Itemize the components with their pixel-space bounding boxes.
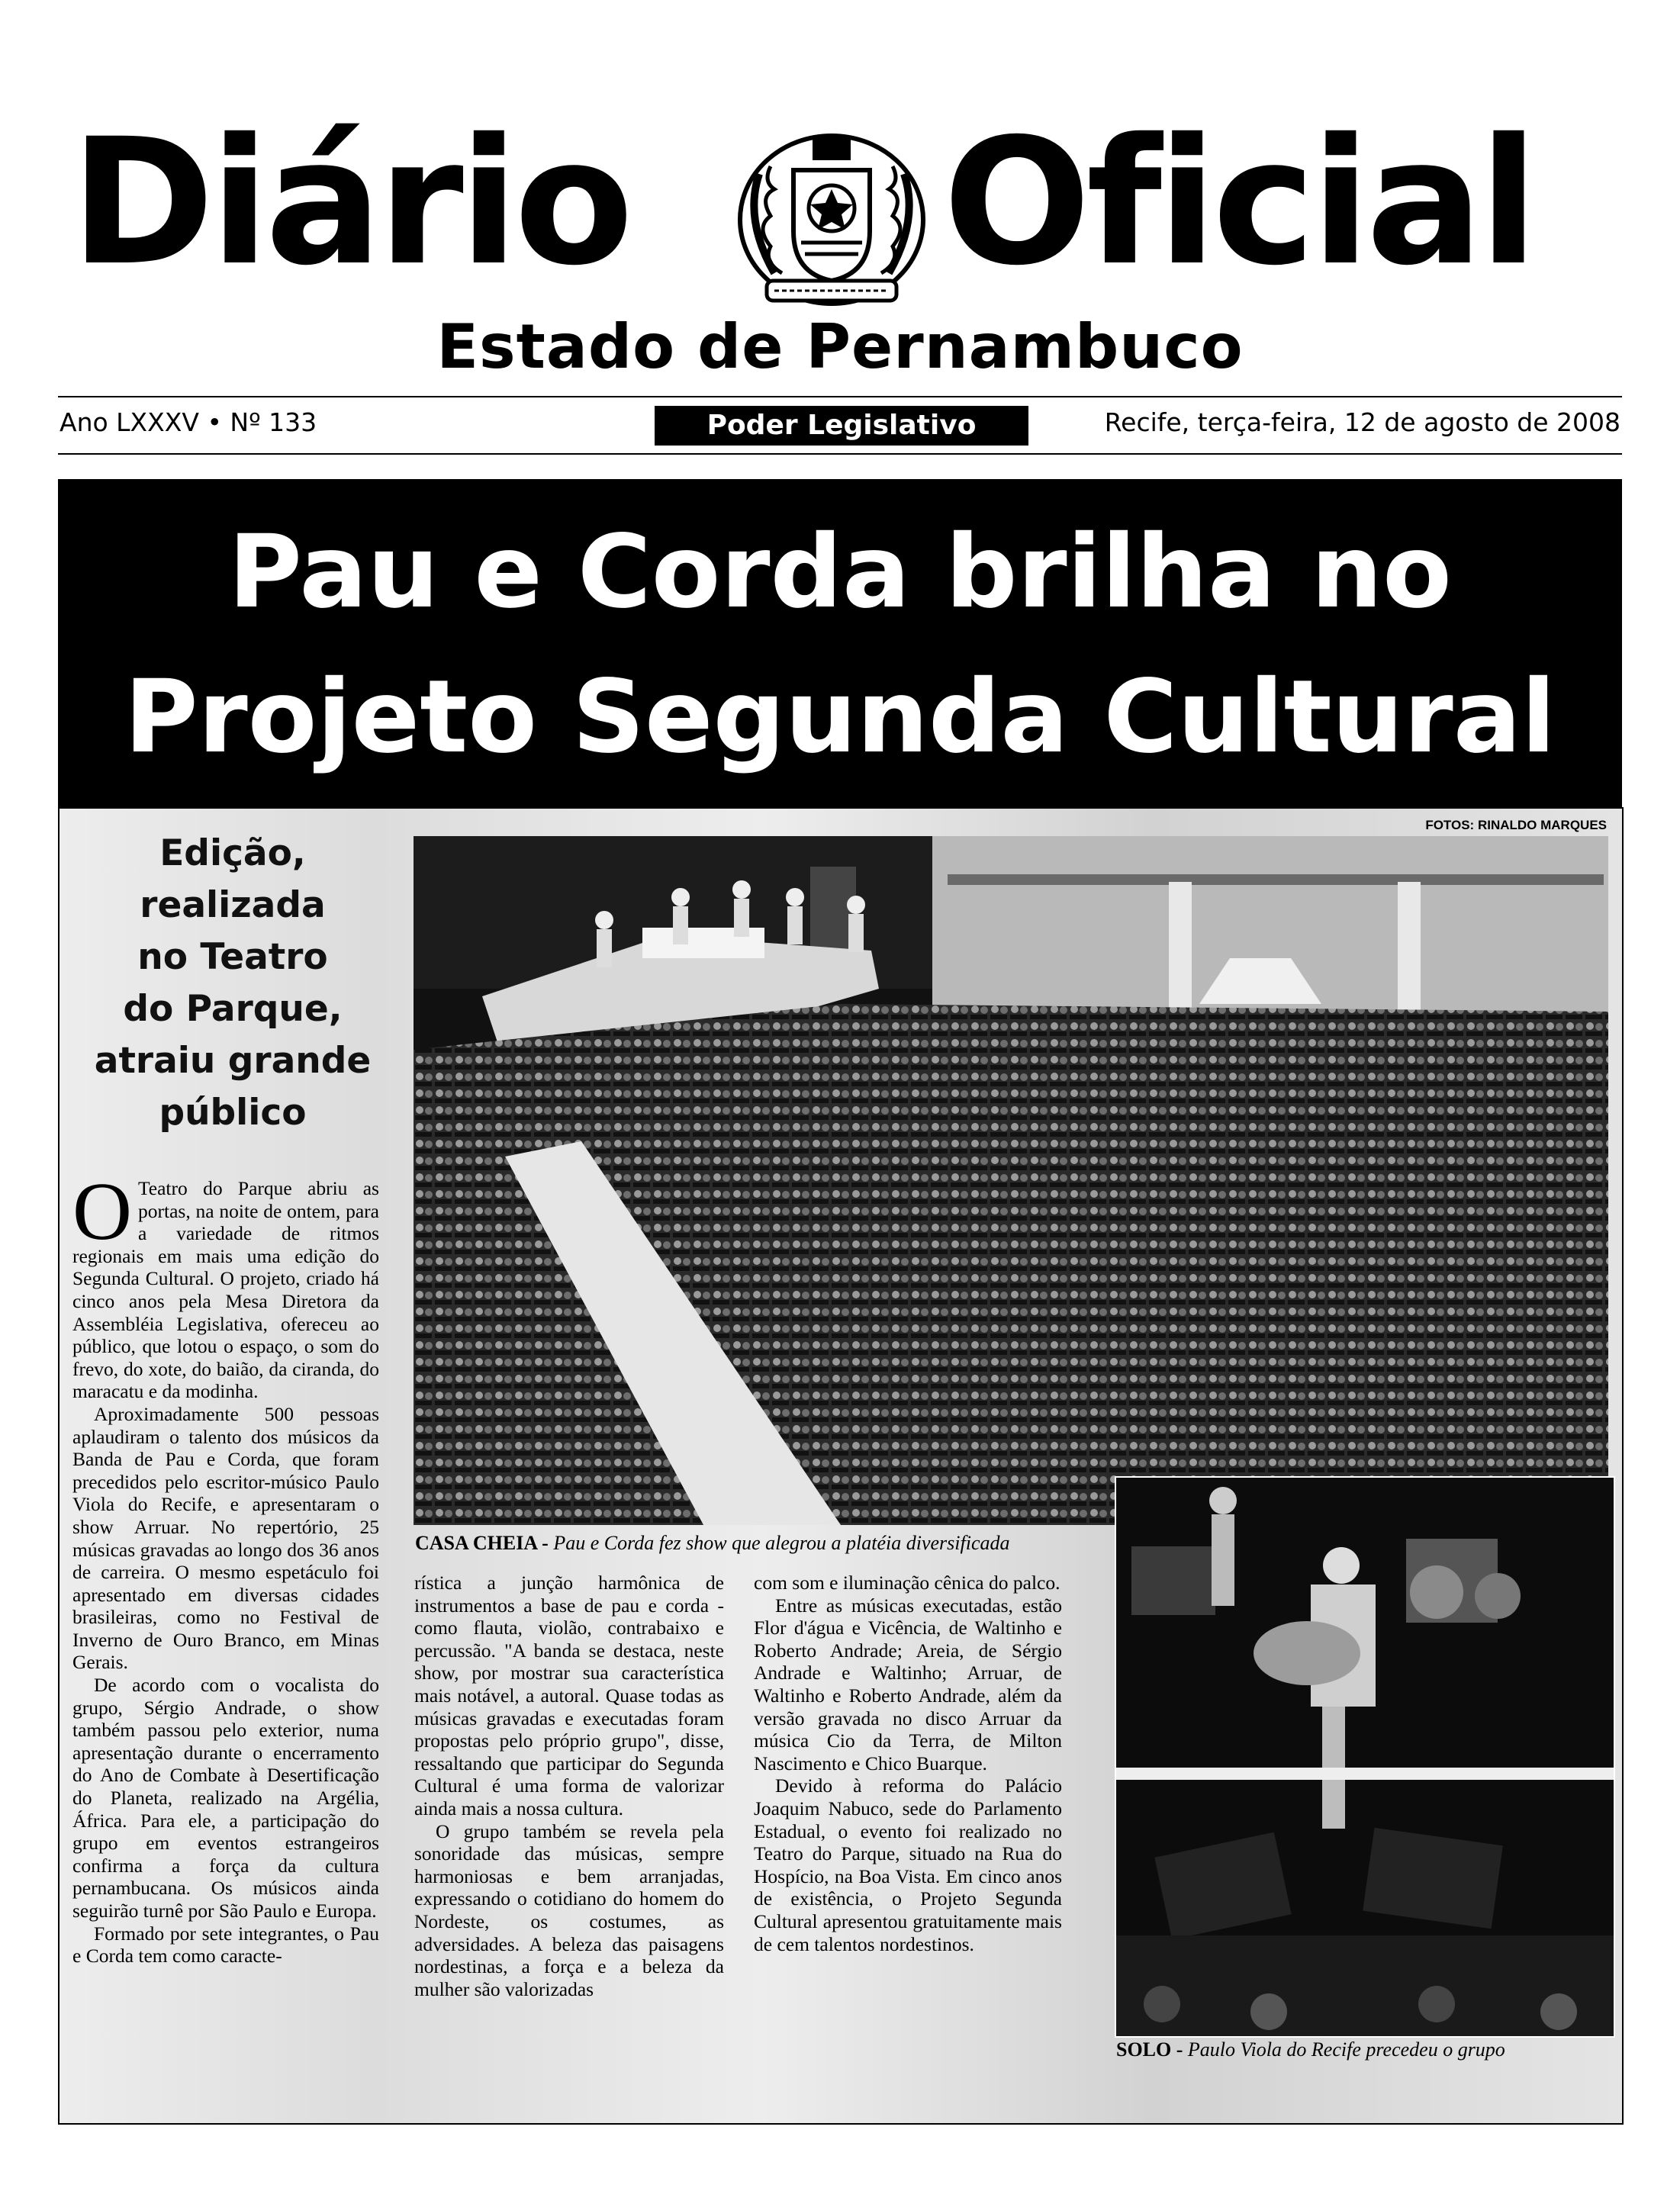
section-label: Poder Legislativo — [655, 406, 1028, 446]
paragraph-text: Teatro do Parque abriu as portas, na noite de ontem, para a variedade de ritmos regionais em mais uma edição do Segunda Cultural. O projeto, criado há cinco anos pela Mesa Diretora da Assembléia Legislativa, ofereceu ao público, que lotou o espaço, o som do frevo, do xote, do baião, da ciranda, do maracatu e da modinha. — [72, 1177, 379, 1403]
paragraph: Formado por sete integrantes, o Pau e Corda tem como caracte- — [72, 1922, 379, 1967]
article-column-1 — [72, 1166, 379, 1967]
photo-solo — [1115, 1476, 1615, 2038]
paragraph: Entre as músicas executadas, estão Flor d'água e Vicência, de Waltinho e Roberto Andrade; Areia, de Sérgio Andrade e Waltinho; Arruar, de Waltinho e Roberto Andrade, além da versão gravada no disco Arruar da música Cio da Terra, de Milton Nascimento e Chico Buarque. — [754, 1594, 1062, 1774]
caption-label: CASA CHEIA - — [415, 1532, 549, 1554]
headline-line-1: Pau e Corda brilha no — [228, 513, 1452, 631]
caption-solo — [1116, 2038, 1505, 2061]
side-headline-line: público — [159, 1092, 307, 1134]
paragraph: rística a junção harmônica de instrumentos a base de pau e corda - como flauta, violão, contrabaixo e percussão. "A banda se destaca, neste show, por mostrar sua característica mais notável, a autoral. Quase todas as músicas gravadas e executadas foram propostas pelo próprio grupo", disse, ressaltando que participar do Segunda Cultural é uma forma de valorizar ainda mais a nossa cultura. — [414, 1572, 724, 1819]
caption-text: Paulo Viola do Recife precedeu o grupo — [1187, 2038, 1505, 2061]
guitarist-solo-image — [1116, 1478, 1614, 2036]
paragraph: com som e iluminação cênica do palco. — [754, 1572, 1060, 1594]
masthead-rule-top — [58, 396, 1622, 397]
headline-banner — [58, 479, 1622, 807]
masthead-rule-bottom — [58, 453, 1622, 455]
masthead-subtitle: Estado de Pernambuco — [436, 311, 1244, 382]
photo-casa-cheia — [414, 836, 1608, 1525]
article-column-2 — [414, 1572, 724, 2000]
paragraph: Aproximadamente 500 pessoas aplaudiram o talento dos músicos da Banda de Pau e Corda, que foram precedidos pelo escritor-músico Paulo Viola do Recife, e apresentaram o show Arruar. No repertório, 25 músicas gravadas ao longo dos 36 anos de carreira. O mesmo espetáculo foi apresentado em diversas cidades brasileiras, como no Festival de Inverno de Ouro Branco, em Minas Gerais. — [72, 1402, 379, 1674]
caption-main — [415, 1532, 1010, 1555]
side-headline — [61, 828, 404, 1139]
article-column-3 — [754, 1572, 1062, 1955]
side-headline-line: Edição, — [159, 832, 306, 874]
headline-line-2: Projeto Segunda Cultural — [124, 658, 1556, 776]
masthead-title-right: Oficial — [943, 101, 1534, 304]
side-headline-line: no Teatro — [137, 936, 328, 978]
photo-credit: FOTOS: RINALDO MARQUES — [1425, 818, 1607, 832]
side-headline-line: realizada — [140, 884, 326, 926]
issue-number: Ano LXXXV • Nº 133 — [60, 407, 317, 437]
drop-cap: O — [72, 1166, 132, 1257]
caption-label: SOLO - — [1116, 2038, 1183, 2061]
caption-text: Pau e Corda fez show que alegrou a platéia diversificada — [553, 1532, 1010, 1554]
paragraph: O grupo também se revela pela sonoridade das músicas, sempre harmoniosas e bem arranjadas, expressando o cotidiano do homem do Nordeste, os costumes, as adversidades. A beleza das paisagens nordestinas, a força e a beleza da mulher são valorizadas — [414, 1819, 724, 2000]
issue-date: Recife, terça-feira, 12 de agosto de 2008 — [1104, 407, 1620, 437]
paragraph: De acordo com o vocalista do grupo, Sérgio Andrade, o show também passou pelo exterior, numa apresentação durante o encerramento do Ano de Combate à Desertificação do Planeta, realizado na Argélia, África. Para ele, a participação do grupo em eventos estrangeiros confirma a força da cultura pernambucana. Os músicos ainda seguirão turnê por São Paulo e Europa. — [72, 1674, 379, 1922]
side-headline-line: atraiu grande — [94, 1040, 372, 1082]
concert-audience-image — [414, 836, 1608, 1525]
coat-of-arms-icon — [729, 128, 935, 311]
paragraph — [72, 1166, 379, 1403]
paragraph: Devido à reforma do Palácio Joaquim Nabuco, sede do Parlamento Estadual, o evento foi realizado no Teatro do Parque, situado na Rua do Hospício, na Boa Vista. Em cinco anos de existência, o Projeto Segunda Cultural apresentou gratuitamente mais de cem talentos nordestinos. — [754, 1774, 1062, 1955]
side-headline-line: do Parque, — [123, 988, 343, 1030]
masthead-title-left: Diário — [70, 101, 629, 304]
